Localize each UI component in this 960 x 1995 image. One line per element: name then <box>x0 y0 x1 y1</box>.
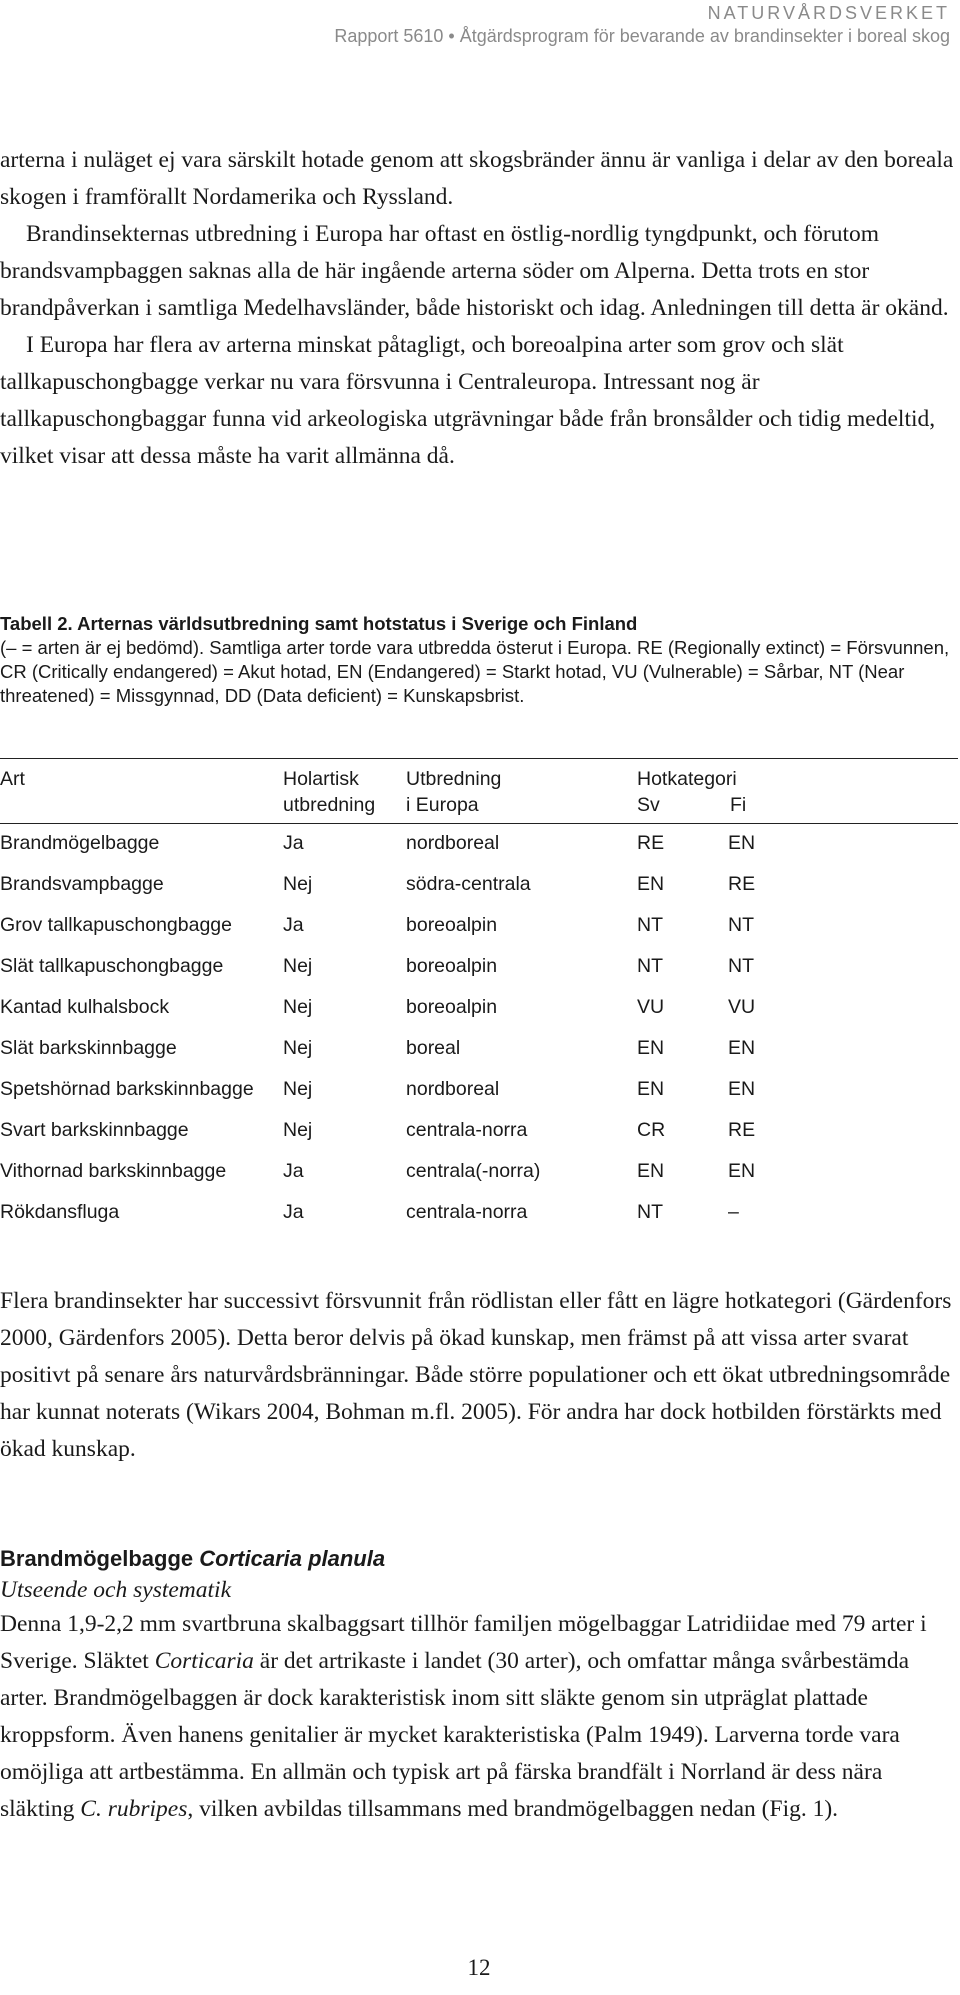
cell-holartisk: Ja <box>283 1160 304 1182</box>
section-body-part-1: Denna 1,9-2,2 mm svartbruna skalbaggsart tillhör familjen mögelbaggar Latridiidae med 79 arter i Sverige. Släktet <box>0 1611 927 1674</box>
section-subtitle: Utseende och systematik <box>0 1577 232 1603</box>
cell-fi: RE <box>728 873 756 895</box>
cell-utbredning: nordboreal <box>406 1078 500 1100</box>
section-title-common: Brandmögelbagge <box>0 1546 194 1571</box>
table-caption-text: (– = arten är ej bedömd). Samtliga arter torde vara utbredda österut i Europa. RE (Regionally extinct) = Försvunnen, CR (Critically endangered) = Akut hotad, EN (Endangered) = Starkt hotad, VU (Vulnerable) = Sårbar, NT (Near threatened) = Missgynnad, DD (Data deficient) = Kunskapsbrist. <box>0 637 950 706</box>
table-row <box>0 824 958 865</box>
table-row <box>0 1070 958 1111</box>
cell-holartisk: Nej <box>283 1078 313 1100</box>
cell-holartisk: Ja <box>283 832 304 854</box>
cell-utbredning: boreoalpin <box>406 914 498 936</box>
table-caption <box>0 612 958 708</box>
header-hotkategori: Hotkategori <box>637 768 737 790</box>
cell-sv: VU <box>637 996 665 1018</box>
header-utbredning-1: Utbredning <box>406 768 502 790</box>
cell-holartisk: Nej <box>283 1037 313 1059</box>
cell-art: Vithornad barkskinnbagge <box>0 1160 227 1182</box>
header-utbredning-2: i Europa <box>406 794 479 816</box>
table-row <box>0 1193 958 1234</box>
intro-paragraph-1: arterna i nuläget ej vara särskilt hotade genom att skogsbränder ännu är vanliga i delar av den boreala skogen i framförallt Nordamerika och Ryssland. <box>0 147 954 210</box>
cell-sv: RE <box>637 832 665 854</box>
cell-sv: EN <box>637 1078 665 1100</box>
paragraph-2-text: Flera brandinsekter har successivt försvunnit från rödlistan eller fått en lägre hotkategori (Gärdenfors 2000, Gärdenfors 2005). Detta beror delvis på ökad kunskap, men främst på att vissa arter svarat positivt på senare års naturvårdsbränningar. Både större populationer och ett ökat utbredningsområde har kunnat noterats (Wikars 2004, Bohman m.fl. 2005). För andra har dock hotbilden förstärkts med ökad kunskap. <box>0 1288 952 1462</box>
header-art: Art <box>0 768 25 790</box>
section-body-part-2: är det artrikaste i landet (30 arter), och omfattar många svårbestämda arter. Brandmögelbaggen är dock karakteristisk inom sitt släkte genom sin utpräglat plattade kroppsform. Även hanens genitalier är mycket karakteristiska (Palm 1949). Larverna torde vara omöjliga att artbestämma. En allmän och typisk art på färska brandfält i Norrland är dess nära släkting <box>0 1648 910 1822</box>
cell-fi: EN <box>728 1160 756 1182</box>
cell-art: Svart barkskinnbagge <box>0 1119 189 1141</box>
cell-art: Brandsvampbagge <box>0 873 164 895</box>
table-row <box>0 1029 958 1070</box>
cell-holartisk: Nej <box>283 996 313 1018</box>
cell-utbredning: centrala(-norra) <box>406 1160 541 1182</box>
cell-fi: EN <box>728 1078 756 1100</box>
page-header <box>334 0 950 48</box>
cell-holartisk: Nej <box>283 955 313 977</box>
cell-fi: RE <box>728 1119 756 1141</box>
cell-fi: EN <box>728 1037 756 1059</box>
cell-sv: EN <box>637 1160 665 1182</box>
cell-holartisk: Ja <box>283 914 304 936</box>
cell-art: Kantad kulhalsbock <box>0 996 170 1018</box>
intro-paragraph-2: Brandinsekternas utbredning i Europa har oftast en östlig-nordlig tyngdpunkt, och förutom brandsvampbaggen saknas alla de här ingående arterna söder om Alperna. Detta trots en stor brandpåverkan i samtliga Medelhavsländer, både historiskt och idag. Anledningen till detta är okänd. <box>0 221 949 321</box>
cell-sv: CR <box>637 1119 666 1141</box>
species-section <box>0 1544 958 1828</box>
section-body-part-3: , vilken avbildas tillsammans med brandmögelbaggen nedan (Fig. 1). <box>187 1796 839 1822</box>
cell-sv: NT <box>637 955 663 977</box>
cell-utbredning: boreoalpin <box>406 996 498 1018</box>
paragraph-2 <box>0 1283 958 1468</box>
table-header <box>0 759 958 823</box>
header-holartisk-2: utbredning <box>283 794 376 816</box>
cell-holartisk: Nej <box>283 873 313 895</box>
cell-utbredning: centrala-norra <box>406 1119 528 1141</box>
cell-art: Grov tallkapuschongbagge <box>0 914 232 936</box>
cell-sv: EN <box>637 873 665 895</box>
cell-sv: NT <box>637 1201 663 1223</box>
section-title-latin: Corticaria planula <box>199 1546 386 1571</box>
table-body <box>0 824 958 1234</box>
table-row <box>0 1111 958 1152</box>
section-body-relative: C. rubripes <box>80 1796 188 1822</box>
cell-art: Slät barkskinnbagge <box>0 1037 177 1059</box>
cell-utbredning: södra-centrala <box>406 873 531 895</box>
cell-fi: VU <box>728 996 756 1018</box>
intro-paragraph-3: I Europa har flera av arterna minskat påtagligt, och boreoalpina arter som grov och slät tallkapuschongbagge verkar nu vara försvunna i Centraleuropa. Intressant nog är tallkapuschongbaggar funna vid arkeologiska utgrävningar både från bronsålder och tidig medeltid, vilket visar att dessa måste ha varit allmänna då. <box>0 332 936 469</box>
cell-art: Slät tallkapuschongbagge <box>0 955 224 977</box>
cell-sv: EN <box>637 1037 665 1059</box>
section-body-genus: Corticaria <box>154 1648 254 1674</box>
cell-fi: NT <box>728 914 754 936</box>
header-holartisk-1: Holartisk <box>283 768 359 790</box>
section-title <box>0 1544 958 1574</box>
cell-holartisk: Nej <box>283 1119 313 1141</box>
header-fi: Fi <box>730 794 747 816</box>
cell-utbredning: boreal <box>406 1037 461 1059</box>
intro-text <box>0 142 958 475</box>
cell-art: Brandmögelbagge <box>0 832 160 854</box>
table-row <box>0 906 958 947</box>
table-row <box>0 947 958 988</box>
species-table <box>0 758 958 1234</box>
cell-fi: NT <box>728 955 754 977</box>
page-number: 12 <box>467 1955 491 1980</box>
table-caption-title: Tabell 2. Arternas världsutbredning samt hotstatus i Sverige och Finland <box>0 613 638 634</box>
cell-sv: NT <box>637 914 663 936</box>
table-row <box>0 865 958 906</box>
header-report: Rapport 5610 • Åtgärdsprogram för bevarande av brandinsekter i boreal skog <box>334 26 950 46</box>
cell-fi: EN <box>728 832 756 854</box>
section-body <box>0 1606 958 1828</box>
cell-holartisk: Ja <box>283 1201 304 1223</box>
cell-art: Rökdansfluga <box>0 1201 120 1223</box>
cell-utbredning: nordboreal <box>406 832 500 854</box>
table-row <box>0 988 958 1029</box>
cell-art: Spetshörnad barkskinnbagge <box>0 1078 254 1100</box>
table-row <box>0 1152 958 1193</box>
cell-utbredning: centrala-norra <box>406 1201 528 1223</box>
cell-fi: – <box>728 1201 739 1223</box>
cell-utbredning: boreoalpin <box>406 955 498 977</box>
header-org: NATURVÅRDSVERKET <box>707 3 950 23</box>
header-sv: Sv <box>637 794 660 816</box>
